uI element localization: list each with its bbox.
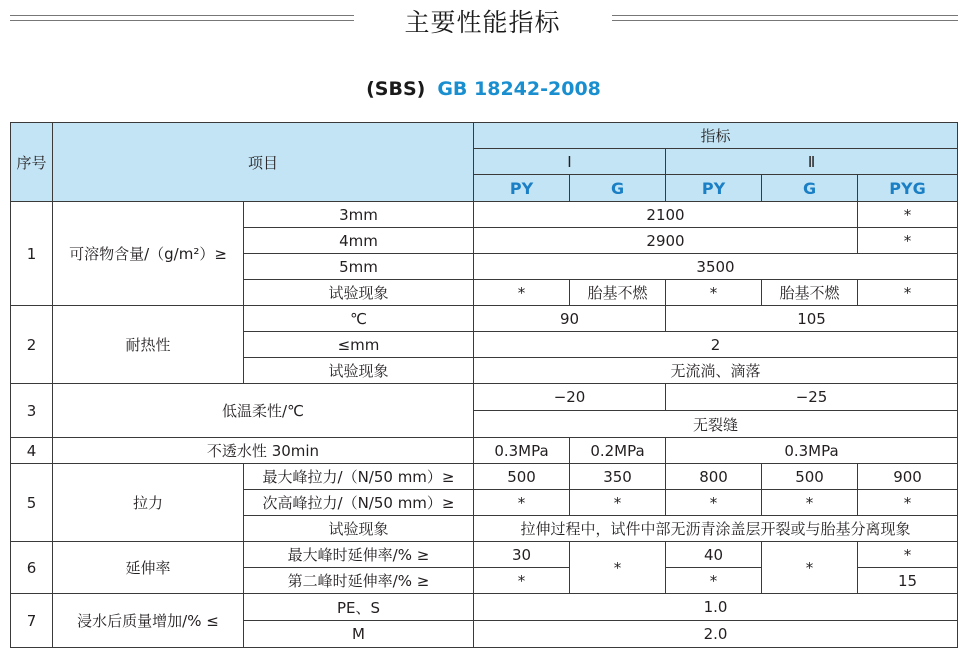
table-cell: 0.2MPa [570, 438, 666, 464]
sub-item: PE、S [244, 594, 474, 621]
table-cell: 2100 [474, 202, 858, 228]
row-seq: 7 [11, 594, 53, 648]
header-type-2: Ⅱ [666, 149, 958, 175]
table-cell: 0.3MPa [474, 438, 570, 464]
table-cell: * [858, 228, 958, 254]
row-name: 低温柔性/℃ [53, 384, 474, 438]
row-seq: 3 [11, 384, 53, 438]
header-type-1: Ⅰ [474, 149, 666, 175]
sub-item: ℃ [244, 306, 474, 332]
standard-heading [0, 78, 967, 100]
table-cell: * [666, 280, 762, 306]
table-cell: 无流淌、滴落 [474, 358, 958, 384]
header-grade: G [570, 175, 666, 202]
table-cell: * [762, 542, 858, 594]
sub-item: 4mm [244, 228, 474, 254]
row-name: 可溶物含量/（g/m²）≥ [53, 202, 244, 306]
header-indicator: 指标 [474, 123, 958, 149]
sub-item: 试验现象 [244, 358, 474, 384]
sub-item: 最大峰拉力/（N/50 mm）≥ [244, 464, 474, 490]
table-cell: 0.3MPa [666, 438, 958, 464]
table-cell: −20 [474, 384, 666, 411]
table-cell: 40 [666, 542, 762, 568]
table-cell: * [570, 490, 666, 516]
table-cell: 900 [858, 464, 958, 490]
table-cell: 胎基不燃 [570, 280, 666, 306]
table-cell: 2.0 [474, 621, 958, 648]
spec-table [10, 122, 958, 648]
table-cell: 2 [474, 332, 958, 358]
table-cell: 90 [474, 306, 666, 332]
sub-item: ≤mm [244, 332, 474, 358]
table-cell: 拉伸过程中，试件中部无沥青涂盖层开裂或与胎基分离现象 [474, 516, 958, 542]
sub-item: M [244, 621, 474, 648]
table-cell: 800 [666, 464, 762, 490]
table-cell: 105 [666, 306, 958, 332]
table-cell: * [858, 542, 958, 568]
sub-item: 3mm [244, 202, 474, 228]
table-cell: 30 [474, 542, 570, 568]
title-rule-right [612, 15, 958, 21]
standard-prefix: (SBS) [366, 78, 426, 100]
table-cell: 15 [858, 568, 958, 594]
table-cell: * [858, 280, 958, 306]
table-cell: 500 [762, 464, 858, 490]
table-cell: * [474, 490, 570, 516]
header-grade: G [762, 175, 858, 202]
row-name: 拉力 [53, 464, 244, 542]
sub-item: 试验现象 [244, 516, 474, 542]
header-seq: 序号 [11, 123, 53, 202]
table-cell: 无裂缝 [474, 411, 958, 438]
table-cell: 3500 [474, 254, 958, 280]
row-name: 耐热性 [53, 306, 244, 384]
sub-item: 5mm [244, 254, 474, 280]
table-cell: * [762, 490, 858, 516]
table-cell: * [858, 202, 958, 228]
sub-item: 试验现象 [244, 280, 474, 306]
row-seq: 5 [11, 464, 53, 542]
table-cell: * [570, 542, 666, 594]
header-grade: PY [666, 175, 762, 202]
table-cell: * [666, 490, 762, 516]
sub-item: 最大峰时延伸率/% ≥ [244, 542, 474, 568]
row-name: 浸水后质量增加/% ≤ [53, 594, 244, 648]
row-name: 延伸率 [53, 542, 244, 594]
table-cell: * [474, 280, 570, 306]
sub-item: 次高峰拉力/（N/50 mm）≥ [244, 490, 474, 516]
table-cell: 350 [570, 464, 666, 490]
title-bar [0, 0, 967, 44]
header-grade: PYG [858, 175, 958, 202]
page-title: 主要性能指标 [404, 8, 561, 37]
row-seq: 2 [11, 306, 53, 384]
table-cell: * [666, 568, 762, 594]
table-cell: 500 [474, 464, 570, 490]
table-cell: −25 [666, 384, 958, 411]
sub-item: 第二峰时延伸率/% ≥ [244, 568, 474, 594]
title-rule-left [10, 15, 354, 21]
table-cell: 1.0 [474, 594, 958, 621]
table-cell: * [474, 568, 570, 594]
row-seq: 6 [11, 542, 53, 594]
table-cell: * [858, 490, 958, 516]
table-cell: 2900 [474, 228, 858, 254]
row-name: 不透水性 30min [53, 438, 474, 464]
header-grade: PY [474, 175, 570, 202]
row-seq: 1 [11, 202, 53, 306]
header-item: 项目 [53, 123, 474, 202]
table-cell: 胎基不燃 [762, 280, 858, 306]
row-seq: 4 [11, 438, 53, 464]
standard-code: GB 18242-2008 [437, 78, 601, 100]
